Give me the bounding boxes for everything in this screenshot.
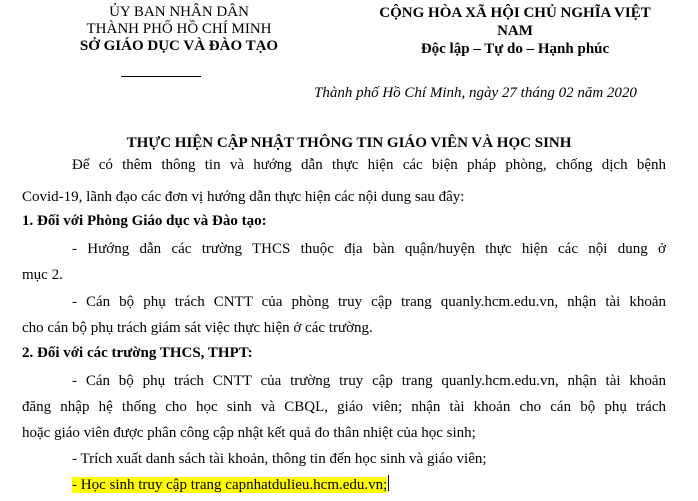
intro-line-2: Covid-19, lãnh đạo các đơn vị hướng dẫn thực hiện các nội dung sau đây: (22, 189, 465, 205)
section-2-item-1-line-1: - Cán bộ phụ trách CNTT của trường truy cập trang quanly.hcm.edu.vn, nhận tài khoản (72, 373, 666, 389)
intro-line-1: Để có thêm thông tin và hướng dẫn thực hiện các biện pháp phòng, chống dịch bệnh (72, 157, 666, 173)
issuer-block (54, 4, 304, 55)
section-1-heading: 1. Đối với Phòng Giáo dục và Đào tạo: (22, 213, 267, 229)
section-1-item-2-line-2: cho cán bộ phụ trách giám sát việc thực hiện ở các trường. (22, 320, 373, 336)
section-2-item-3-row (72, 475, 389, 495)
section-2-item-2: - Trích xuất danh sách tài khoản, thông tin đến học sinh và giáo viên; (72, 451, 487, 467)
national-motto: Độc lập – Tự do – Hạnh phúc (420, 41, 610, 57)
section-2-item-1-line-2: đăng nhập hệ thống cho học sinh và CBQL, giáo viên; nhận tài khoản cho cán bộ phụ trách (22, 399, 666, 415)
highlighted-text[interactable]: - Học sinh truy cập trang capnhatdulieu.hcm.edu.vn; (72, 477, 388, 493)
section-1-item-1-line-1: - Hướng dẫn các trường THCS thuộc địa bàn quận/huyện thực hiện các nội dung ở (72, 241, 666, 257)
issuer-line-2: THÀNH PHỐ HỒ CHÍ MINH (86, 21, 272, 37)
section-2-item-1-line-3: hoặc giáo viên được phân công cập nhật kết quả đo thân nhiệt của học sinh; (22, 425, 476, 441)
document-date: Thành phố Hồ Chí Minh, ngày 27 tháng 02 năm 2020 (314, 85, 637, 101)
national-title-line-1: CỘNG HÒA XÃ HỘI CHỦ NGHĨA VIỆT (379, 5, 651, 21)
national-title-block (330, 4, 698, 58)
issuer-line-1: ỦY BAN NHÂN DÂN (109, 4, 249, 20)
document-title: THỰC HIỆN CẬP NHẬT THÔNG TIN GIÁO VIÊN VÀ HỌC SINH (126, 135, 572, 151)
section-1-item-1-line-2: mục 2. (22, 267, 63, 283)
section-2-heading: 2. Đối với các trường THCS, THPT: (22, 345, 253, 361)
text-cursor (388, 475, 389, 491)
issuer-divider (121, 76, 201, 77)
issuer-department: SỞ GIÁO DỤC VÀ ĐÀO TẠO (79, 38, 279, 54)
section-1-item-2-line-1: - Cán bộ phụ trách CNTT của phòng truy cập trang quanly.hcm.edu.vn, nhận tài khoản (72, 294, 666, 310)
national-title-line-2: NAM (497, 23, 533, 39)
